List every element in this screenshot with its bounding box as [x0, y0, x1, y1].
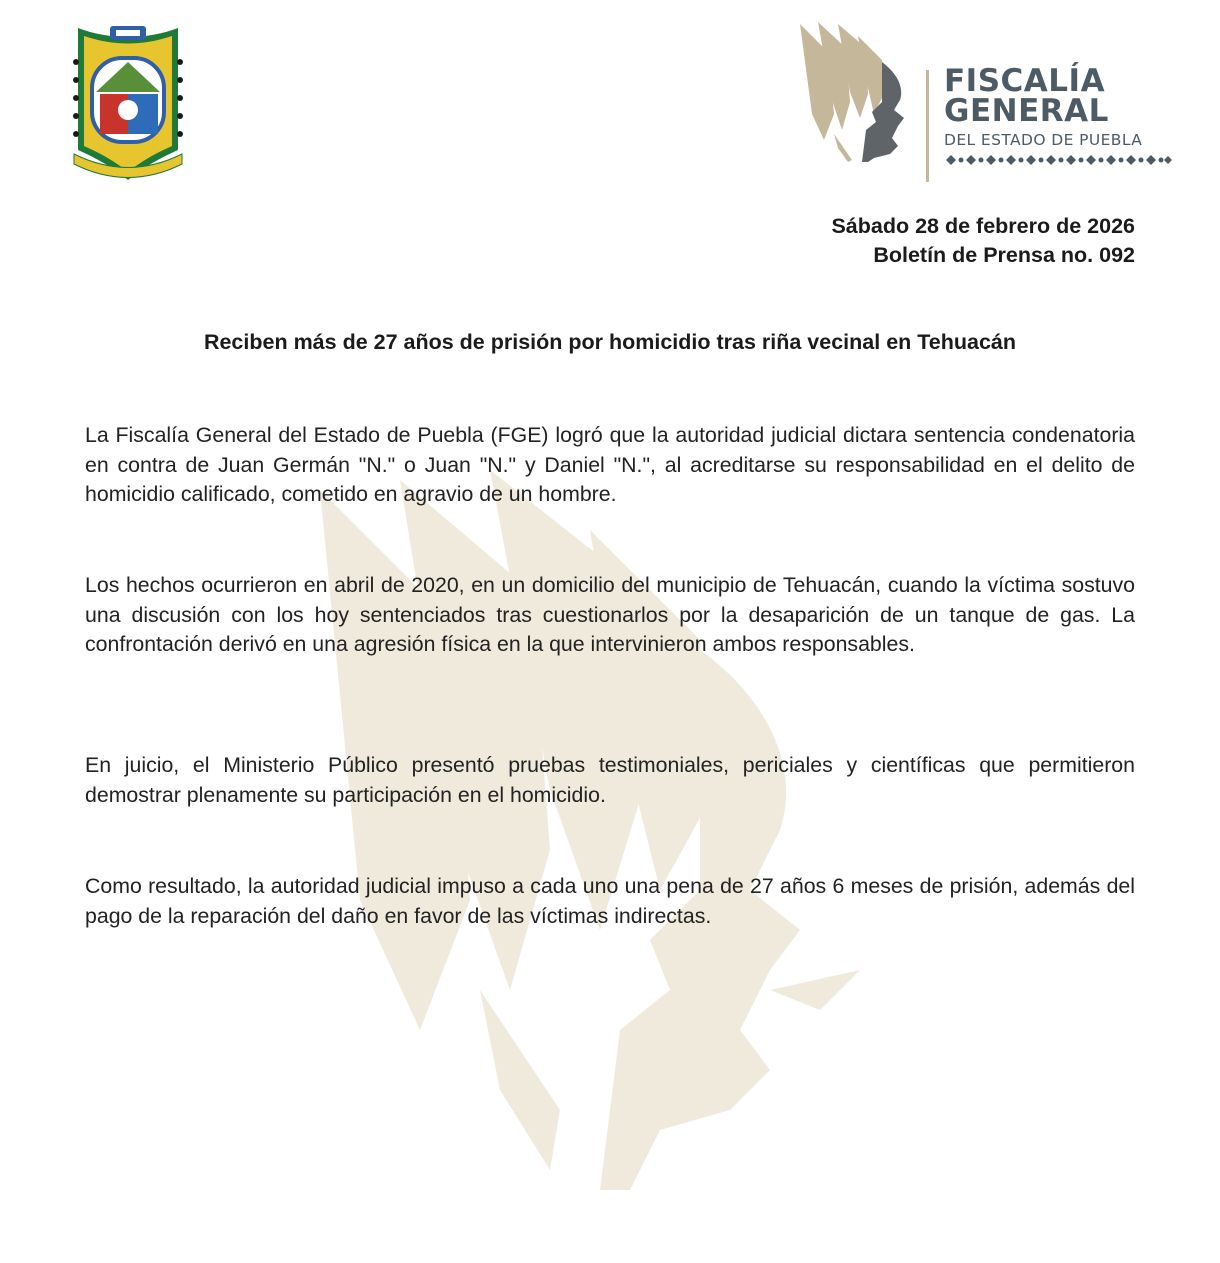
paragraph: Los hechos ocurrieron en abril de 2020, en un domicilio del municipio de Tehuacán, cuando la víctima sostuvo una discusión con los hoy sentenciados tras cuestionarlos por la desaparición de un tanque de gas. La confrontación derivó en una agresión física en la que intervinieron ambos responsables. [85, 573, 1135, 656]
fiscalia-logo [798, 22, 1178, 167]
puebla-state-seal [70, 22, 186, 184]
logo-line-general: GENERAL [944, 93, 1109, 129]
logo-line-estado: DEL ESTADO DE PUEBLA [944, 131, 1143, 149]
paragraph: La Fiscalía General del Estado de Puebla (FGE) logró que la autoridad judicial dictara sentencia condenatoria en contra de Juan Germán "N." o Juan "N." y Daniel "N.", al acreditarse su responsabilidad en el delito de homicidio calificado, cometido en agravio de un hombre. [85, 423, 1135, 506]
fiscalia-wordmark [944, 63, 1178, 167]
headline: Reciben más de 27 años de prisión por homicidio tras riña vecinal en Tehuacán [203, 330, 1017, 354]
paragraph: En juicio, el Ministerio Público presentó pruebas testimoniales, periciales y científicas que permitieron demostrar plenamente su participación en el homicidio. [85, 753, 1135, 807]
bulletin-number: Boletín de Prensa no. 092 [873, 243, 1135, 267]
talavera-ornament-icon [944, 153, 1172, 167]
logo-divider [926, 70, 929, 182]
release-header [831, 212, 1135, 270]
paragraph: Como resultado, la autoridad judicial impuso a cada uno una pena de 27 años 6 meses de prisión, además del pago de la reparación del daño en favor de las víctimas indirectas. [85, 874, 1135, 928]
fiscalia-head-emblem [798, 22, 916, 162]
logo-line-fiscalia: FISCALÍA [944, 63, 1106, 99]
release-date: Sábado 28 de febrero de 2026 [831, 214, 1135, 238]
